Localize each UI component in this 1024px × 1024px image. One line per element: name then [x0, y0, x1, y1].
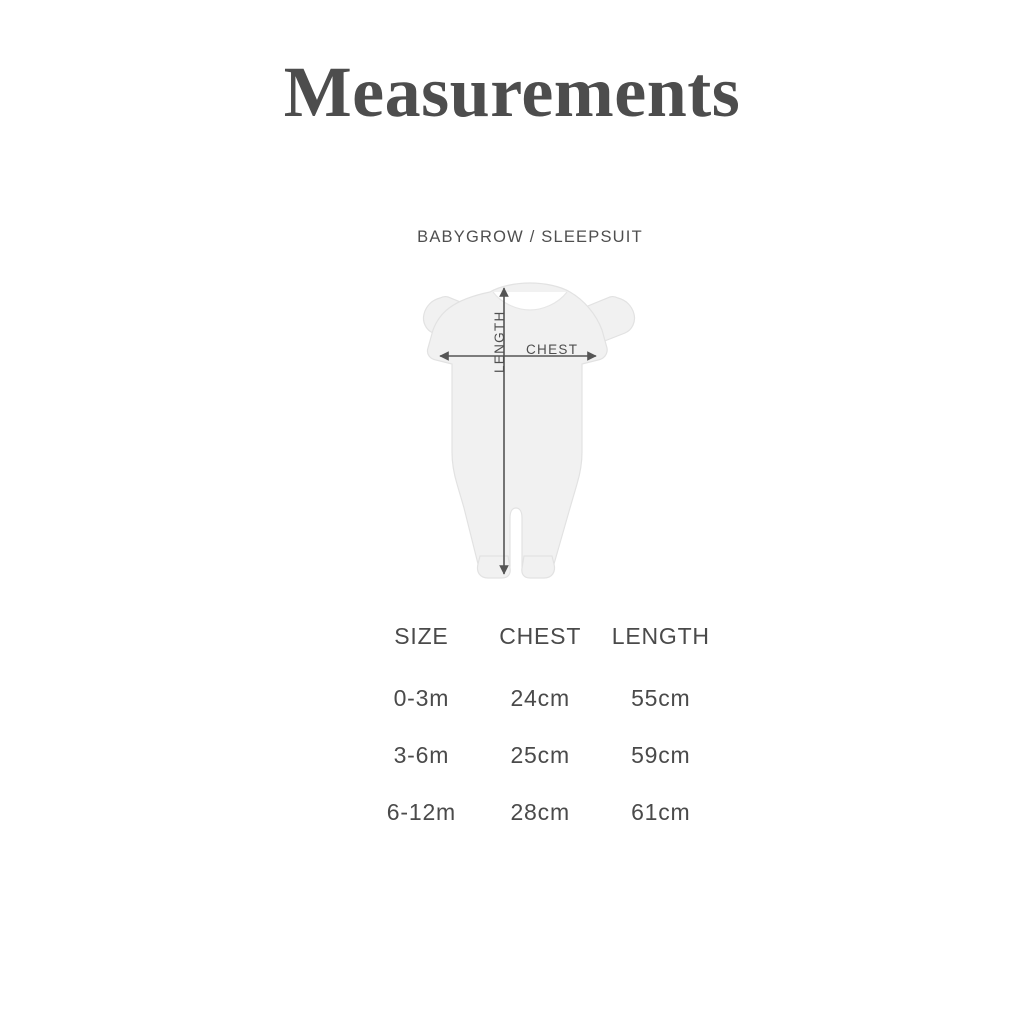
cell-size: 6-12m	[386, 799, 456, 825]
cell-length: 59cm	[631, 742, 691, 768]
chest-arrow-label: CHEST	[526, 342, 579, 357]
table-row	[362, 784, 722, 841]
cell-length: 61cm	[631, 799, 691, 825]
cell-chest: 25cm	[510, 742, 570, 768]
column-header-chest: CHEST	[499, 623, 582, 649]
cell-size: 3-6m	[393, 742, 450, 768]
cell-chest: 28cm	[510, 799, 570, 825]
garment-diagram	[330, 228, 730, 608]
table-row	[362, 727, 722, 784]
column-header-length: LENGTH	[611, 623, 710, 649]
page-title: Measurements	[283, 52, 741, 132]
cell-length: 55cm	[631, 685, 691, 711]
column-header-size: SIZE	[394, 623, 449, 649]
cell-chest: 24cm	[510, 685, 570, 711]
length-arrow-label: LENGTH	[492, 310, 507, 373]
table-row	[362, 670, 722, 727]
babygrow-sleepsuit-illustration	[330, 256, 730, 596]
cell-size: 0-3m	[393, 685, 450, 711]
table-header-row	[362, 608, 722, 670]
size-chart-table	[362, 608, 722, 841]
diagram-caption: BABYGROW / SLEEPSUIT	[417, 228, 643, 246]
